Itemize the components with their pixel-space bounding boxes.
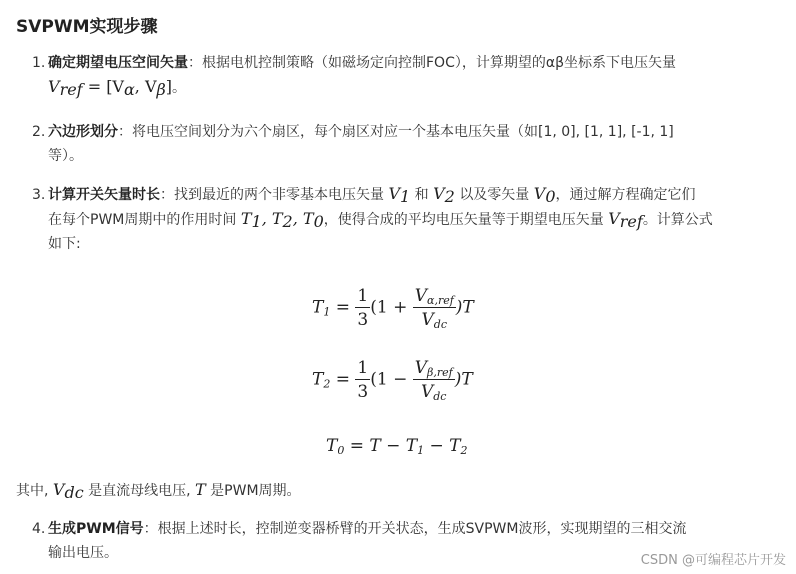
math-rhs: − T	[424, 436, 461, 456]
math-t: T	[240, 209, 252, 228]
step-text: ：将电压空间划分为六个扇区，每个扇区对应一个基本电压矢量（如[1, 0], [1, 1], [-1, 1]	[118, 124, 674, 140]
math-t: , T	[261, 209, 283, 228]
step-text: ：根据上述时长，控制逆变器桥臂的开关状态，生成SVPWM波形，实现期望的三相交流	[143, 521, 687, 537]
step-4	[32, 518, 686, 540]
math-bracket: ]	[165, 77, 173, 96]
step-3-line3: 如下:	[48, 236, 81, 252]
step-number: 1.	[32, 55, 46, 71]
math-sub: β	[156, 80, 166, 99]
step-3-line2	[48, 208, 713, 231]
frac-den: V	[420, 382, 434, 402]
math-t: , T	[292, 209, 314, 228]
frac-num: V	[414, 286, 428, 306]
frac-den: 3	[357, 310, 369, 330]
math-v0: V	[533, 184, 546, 203]
frac-den: V	[421, 310, 434, 330]
math-sub: 1	[400, 187, 411, 206]
step-1-line2	[48, 76, 186, 99]
math-vdc: V	[52, 480, 65, 499]
math-sub: 2	[323, 377, 331, 391]
math-eq: =	[330, 369, 356, 390]
fraction-v-ratio	[413, 358, 455, 402]
step-number: 4.	[32, 521, 46, 537]
step-heading: 生成PWM信号	[48, 521, 144, 537]
step-3	[32, 183, 696, 206]
math-vref: V	[608, 209, 620, 228]
step-2	[32, 121, 674, 143]
math-v: V	[48, 77, 60, 96]
frac-den: 3	[357, 382, 369, 402]
step-2-line2: 等）。	[48, 148, 83, 164]
math-sub: 2	[444, 187, 455, 206]
step-1	[32, 52, 676, 74]
step-4-line2: 输出电压。	[48, 545, 118, 561]
math-sub: β,ref	[427, 366, 453, 379]
math-sub: 2	[460, 444, 468, 457]
math-sub: α	[123, 80, 135, 99]
math-sub: 1	[251, 212, 262, 231]
math-v2: V	[433, 184, 445, 203]
math-t: T	[312, 369, 324, 390]
math-sub: 1	[417, 444, 425, 457]
step-text: 以及零矢量	[459, 187, 530, 203]
math-rhs: = T − T	[344, 436, 418, 456]
formula-t1	[312, 286, 474, 330]
math-sub: 0	[313, 212, 324, 231]
math-eq: = [V	[82, 77, 124, 96]
step-text: 。计算公式	[642, 212, 713, 228]
math-paren: )T	[455, 297, 474, 318]
fraction-one-third	[355, 358, 370, 402]
frac-num: 1	[357, 286, 369, 306]
math-sub: dc	[433, 318, 447, 331]
step-text: ：根据电机控制策略（如磁场定向控制FOC），计算期望的αβ坐标系下电压矢量	[188, 55, 677, 71]
math-comma: , V	[134, 77, 157, 96]
step-text-end: 。	[172, 80, 187, 96]
frac-num: V	[414, 358, 428, 378]
math-sub: 0	[337, 444, 345, 457]
math-t: T	[312, 297, 324, 318]
note-text: 其中,	[16, 483, 49, 499]
math-sub: 1	[323, 305, 331, 319]
frac-num: 1	[357, 358, 369, 378]
step-heading: 计算开关矢量时长	[48, 187, 160, 203]
fraction-v-ratio	[413, 286, 456, 330]
note-line	[16, 479, 301, 502]
math-sub: dc	[64, 483, 84, 502]
math-sub: α,ref	[427, 294, 454, 307]
page-title: SVPWM实现步骤	[16, 17, 158, 37]
step-text: ，使得合成的平均电压矢量等于期望电压矢量	[323, 212, 604, 228]
math-paren: (1 +	[370, 297, 413, 318]
note-text: 是PWM周期。	[210, 483, 301, 499]
csdn-watermark: CSDN @可编程芯片开发	[640, 553, 786, 568]
math-paren: (1 −	[370, 369, 413, 390]
math-v1: V	[388, 184, 401, 203]
step-heading: 确定期望电压空间矢量	[48, 55, 188, 71]
math-t: T	[195, 480, 206, 499]
step-number: 3.	[32, 187, 46, 203]
math-sub: 2	[282, 212, 293, 231]
step-number: 2.	[32, 124, 46, 140]
math-paren: )T	[454, 369, 473, 390]
step-text: 和	[414, 187, 429, 203]
formula-t0	[326, 436, 468, 456]
step-text: ：找到最近的两个非零基本电压矢量	[160, 187, 384, 203]
math-sub: ref	[619, 212, 643, 231]
math-sub: ref	[59, 80, 83, 99]
formula-t2	[312, 358, 473, 402]
math-sub: dc	[433, 390, 447, 403]
fraction-one-third	[355, 286, 370, 330]
math-sub: 0	[545, 187, 556, 206]
math-eq: =	[330, 297, 356, 318]
math-t: T	[326, 436, 338, 456]
step-text: 在每个PWM周期中的作用时间	[48, 212, 237, 228]
step-heading: 六边形划分	[48, 124, 118, 140]
step-text: ，通过解方程确定它们	[555, 187, 696, 203]
note-text: 是直流母线电压,	[88, 483, 191, 499]
